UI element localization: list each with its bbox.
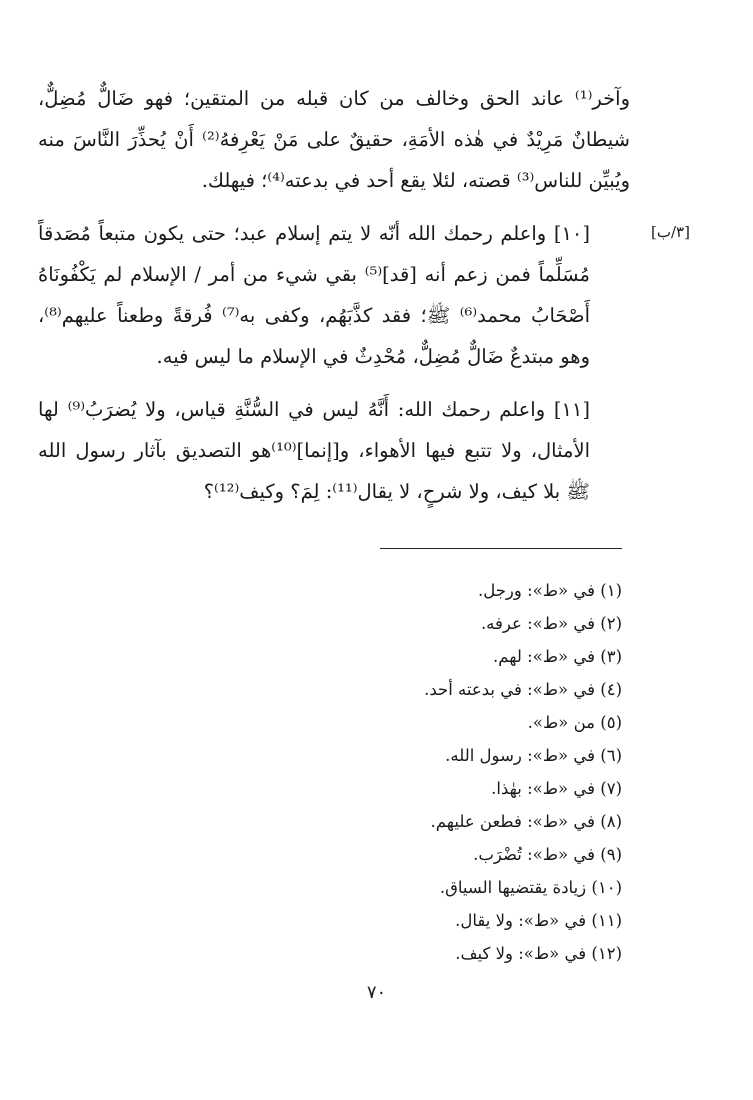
footnote-item: (٣) في «ط»: لهم. [493, 647, 622, 666]
footnote-item: (١) في «ط»: ورجل. [477, 581, 622, 600]
manuscript-folio-reference: [٣/ب] [651, 223, 690, 241]
footnote-item: (٦) في «ط»: رسول الله. [445, 746, 622, 765]
paragraph-1: وآخر⁽¹⁾ عاند الحق وخالف من كان قبله من المتقين؛ فهو ضَالٌّ مُضِلٌّ، شيطانٌ مَرِيْدٌ في هٰذه الأمَةِ، حقيقٌ على مَنْ يَعْرِفهُ⁽²⁾ أَنْ يُحذِّرَ النَّاسَ منه ويُبيِّن للناس⁽³⁾ قصته، لئلا يقع أحد في بدعته⁽⁴⁾؛ فيهلك. [38, 87, 630, 192]
footnote-item: (٤) في «ط»: في بدعته أحد. [424, 680, 622, 699]
footnotes-list [300, 574, 622, 970]
footnote-item: (٢) في «ط»: عرفه. [480, 614, 622, 633]
paragraph-10: [١٠] واعلم رحمك الله أنّه لا يتم إسلام عبد؛ حتى يكون متبعاً مُصَدقاً مُسَلِّماً فمن زعم أنه [قد]⁽⁵⁾ بقي شيء من أمر / الإسلام لم يَكْفُونَاهُ أَصْحَابُ محمد⁽⁶⁾ ﷺ؛ فقد كذَّبَهُم، وكفى به⁽⁷⁾ فُرقةً وطعناً عليهم⁽⁸⁾، وهو مبتدعٌ ضَالٌّ مُضِلٌّ، مُحْدِثٌ في الإسلام ما ليس فيه. [38, 222, 590, 368]
footnote-item: (٨) في «ط»: فطعن عليهم. [430, 812, 622, 831]
page-number: ٧٠ [366, 982, 387, 1003]
footnote-item: (٥) من «ط». [527, 713, 622, 732]
footnote-item: (١١) في «ط»: ولا يقال. [455, 911, 622, 930]
footnote-item: (٩) في «ط»: تُضْرَب. [473, 845, 622, 864]
main-text [38, 78, 630, 512]
footnote-item: (١٢) في «ط»: ولا كيف. [455, 944, 622, 963]
footnote-item: (٧) في «ط»: بهٰذا. [491, 779, 622, 798]
paragraph-11: [١١] واعلم رحمك الله: أَنَّهُ ليس في السُّنَّةِ قياس، ولا يُضرَبُ⁽⁹⁾ لها الأمثال، ولا تتبع فيها الأهواء، و[إنما]⁽¹⁰⁾هو التصديق بآثار رسول الله ﷺ بلا كيف، ولا شرحٍ، لا يقال⁽¹¹⁾: لِمَ؟ وكيف⁽¹²⁾؟ [38, 398, 591, 503]
footnote-item: (١٠) زيادة يقتضيها السياق. [439, 878, 622, 897]
footnote-separator [380, 548, 622, 549]
